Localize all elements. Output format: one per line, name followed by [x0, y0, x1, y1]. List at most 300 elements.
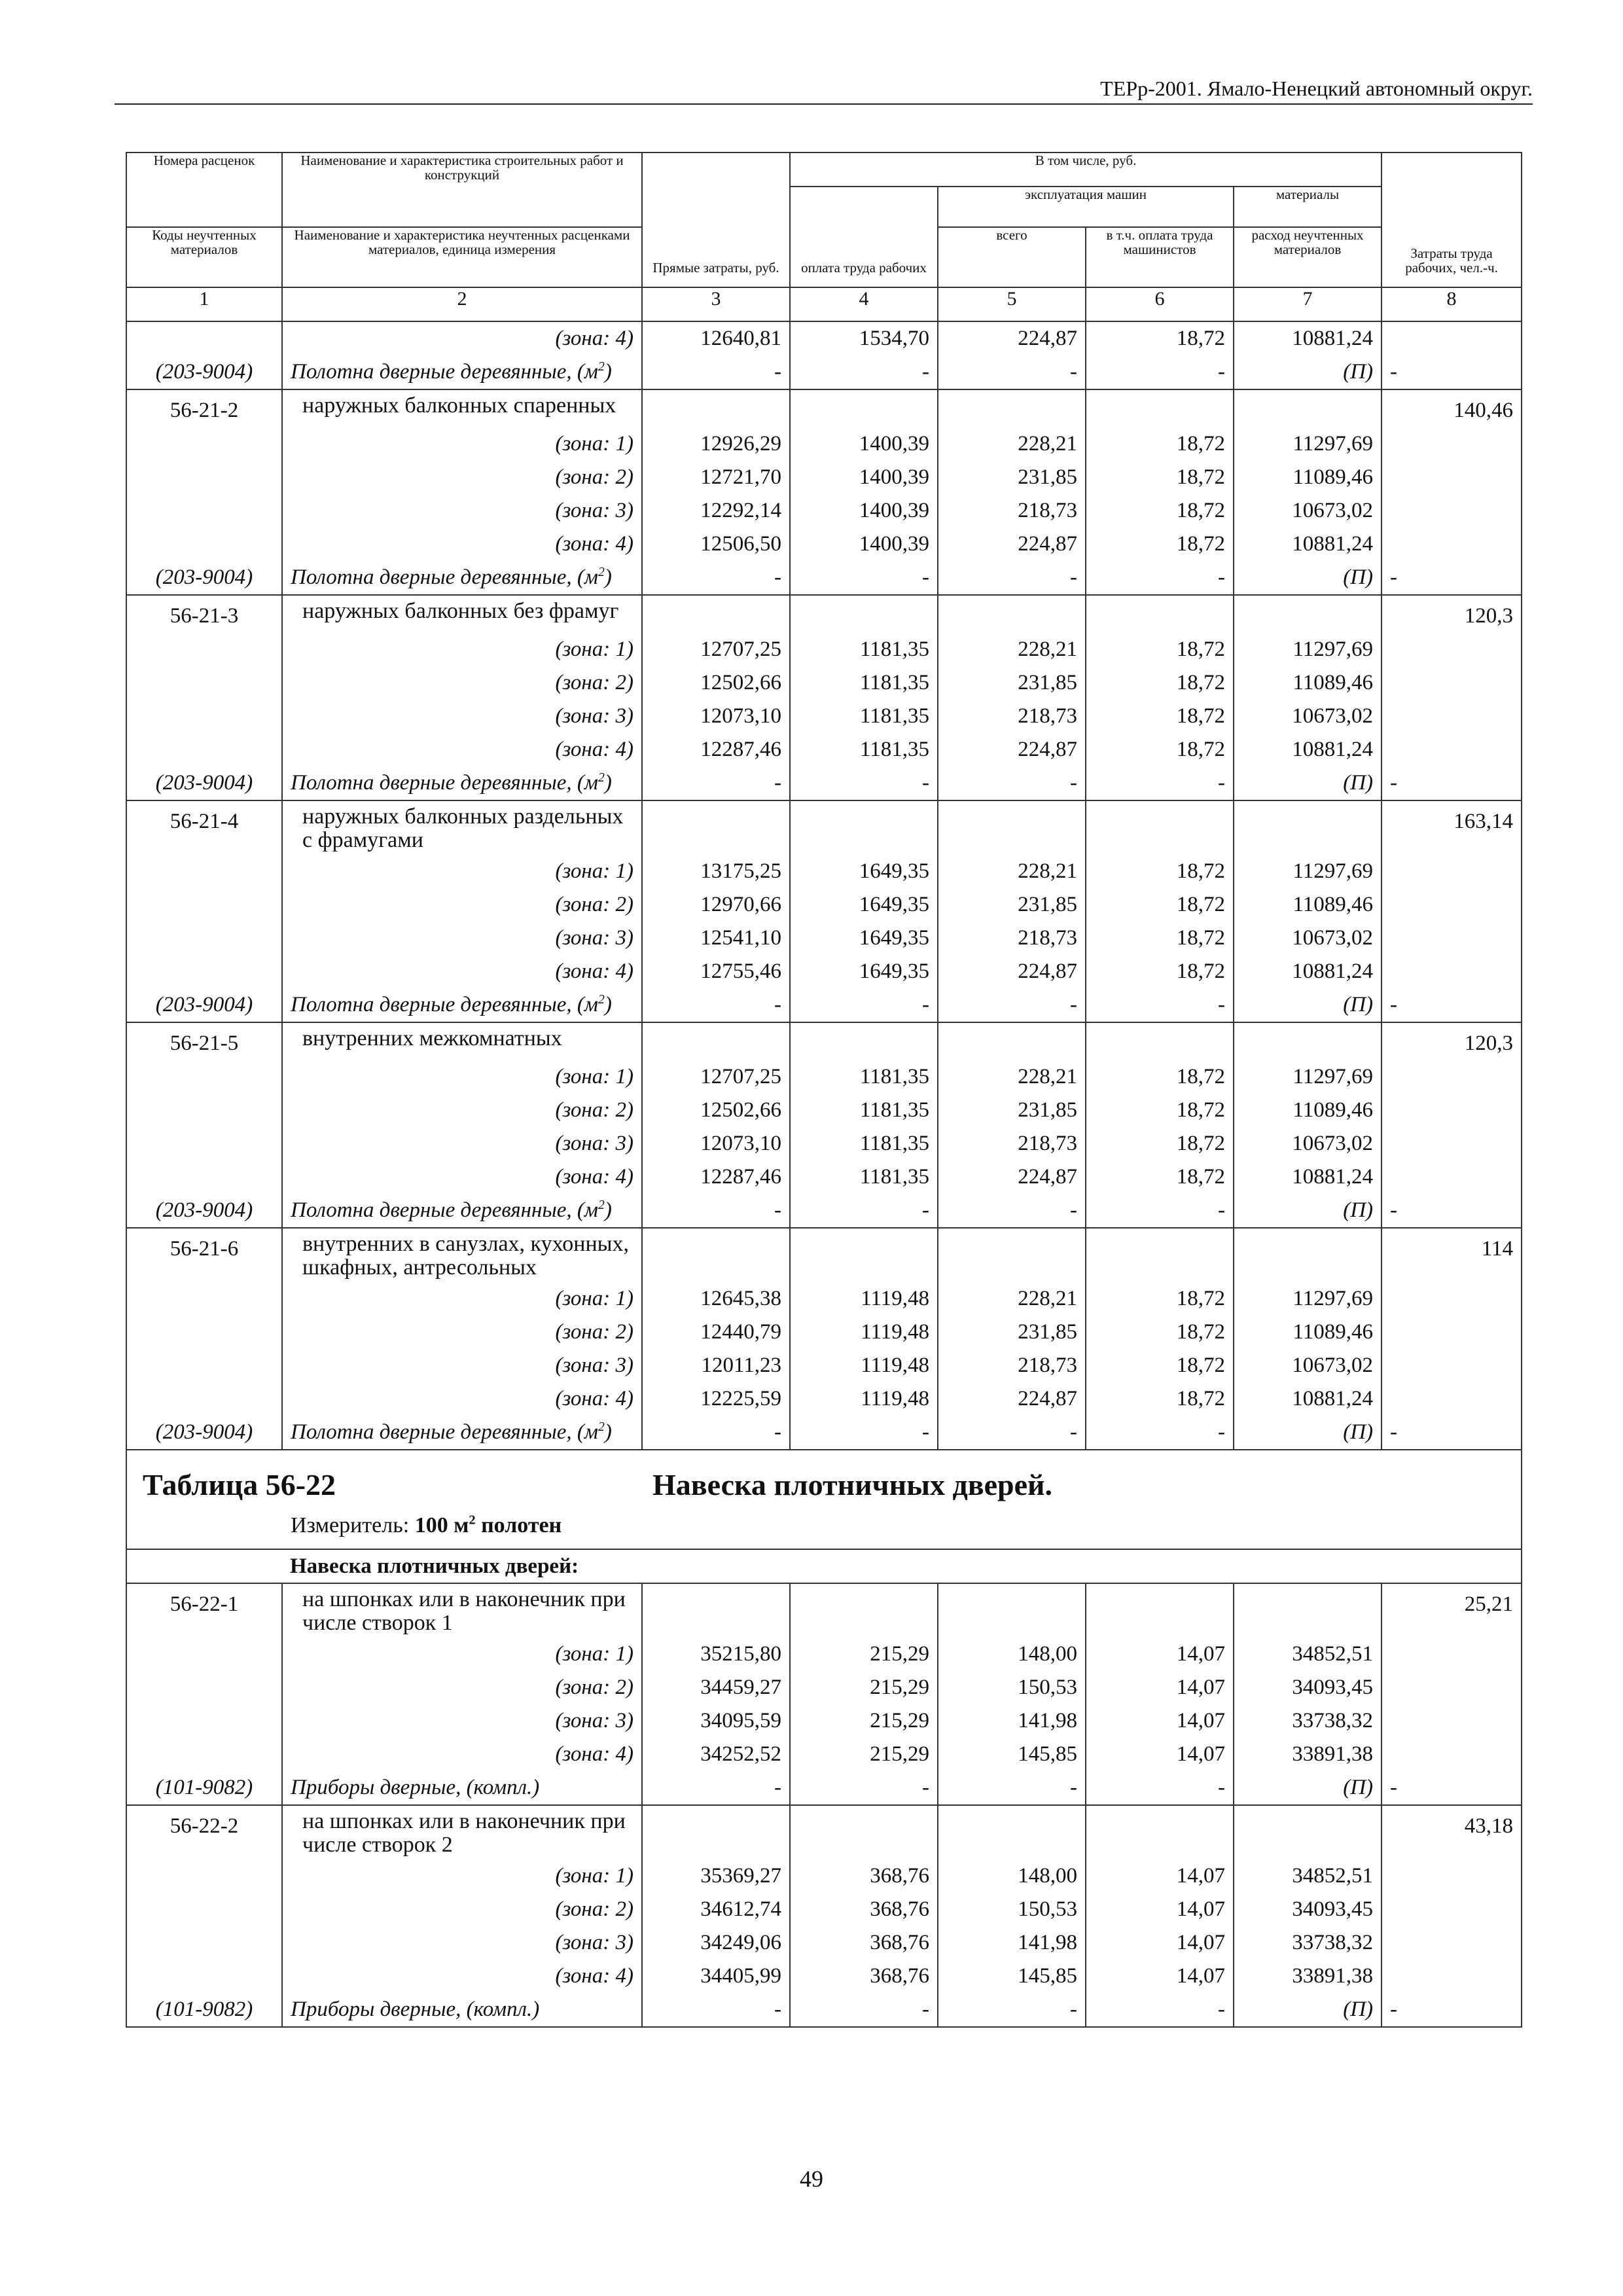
materials: 11297,69 — [1234, 427, 1382, 461]
wages: 1649,35 — [790, 922, 938, 955]
machines-total: 148,00 — [938, 1859, 1086, 1893]
zone-label: (зона: 1) — [282, 427, 642, 461]
col-material-codes-header: Коды неучтенных материалов — [126, 227, 282, 287]
machines-total: 218,73 — [938, 1127, 1086, 1160]
material-row — [126, 1771, 1522, 1805]
wages: 215,29 — [790, 1638, 938, 1671]
direct-costs: 12287,46 — [642, 733, 790, 766]
materials: 34093,45 — [1234, 1671, 1382, 1704]
machinists-wages: 18,72 — [1086, 700, 1234, 733]
materials: 11297,69 — [1234, 1282, 1382, 1316]
rate-name: наружных балконных раздельных с фрамугами — [282, 800, 642, 855]
dash: - — [938, 561, 1086, 595]
dash: - — [1382, 988, 1522, 1022]
material-row — [126, 1194, 1522, 1228]
material-code: (203-9004) — [126, 561, 282, 595]
material-unit: (П) — [1234, 355, 1382, 389]
machines-total: 218,73 — [938, 700, 1086, 733]
machinists-wages: 18,72 — [1086, 1382, 1234, 1416]
materials: 10881,24 — [1234, 528, 1382, 561]
zone-row — [126, 1638, 1522, 1671]
machinists-wages: 18,72 — [1086, 888, 1234, 922]
zone-row — [126, 1127, 1522, 1160]
materials: 10673,02 — [1234, 494, 1382, 528]
direct-costs: 12502,66 — [642, 1094, 790, 1127]
dash: - — [1086, 1416, 1234, 1450]
rate-name: внутренних межкомнатных — [282, 1022, 642, 1060]
dash: - — [1382, 561, 1522, 595]
zone-row — [126, 528, 1522, 561]
direct-costs: 12926,29 — [642, 427, 790, 461]
zone-label: (зона: 4) — [282, 1160, 642, 1194]
wages: 1400,39 — [790, 461, 938, 494]
materials: 10881,24 — [1234, 955, 1382, 988]
zone-row — [126, 855, 1522, 888]
material-unit: (П) — [1234, 1771, 1382, 1805]
col-machinists-wages-header: в т.ч. оплата труда машинистов — [1086, 227, 1234, 287]
zone-row — [126, 1893, 1522, 1926]
material-row — [126, 766, 1522, 800]
materials: 10881,24 — [1234, 733, 1382, 766]
direct-costs: 12502,66 — [642, 666, 790, 700]
direct-costs: 34612,74 — [642, 1893, 790, 1926]
zone-row — [126, 1060, 1522, 1094]
wages: 1649,35 — [790, 955, 938, 988]
zone-label: (зона: 4) — [282, 1382, 642, 1416]
machinists-wages: 18,72 — [1086, 1060, 1234, 1094]
materials: 11089,46 — [1234, 1316, 1382, 1349]
machinists-wages: 18,72 — [1086, 922, 1234, 955]
dash: - — [1086, 1194, 1234, 1228]
dash: - — [938, 1194, 1086, 1228]
dash: - — [1086, 1771, 1234, 1805]
machines-total: 224,87 — [938, 321, 1086, 355]
material-name: Полотна дверные деревянные, $(м^2)$ — [282, 766, 642, 800]
dash: - — [790, 766, 938, 800]
wages: 1181,35 — [790, 1127, 938, 1160]
direct-costs: 12225,59 — [642, 1382, 790, 1416]
dash: - — [642, 766, 790, 800]
wages: 368,76 — [790, 1859, 938, 1893]
machinists-wages: 18,72 — [1086, 427, 1234, 461]
machines-total: 224,87 — [938, 1160, 1086, 1194]
labor-costs: 25,21 — [1382, 1583, 1522, 1638]
dash: - — [790, 1993, 938, 2027]
zone-row — [126, 1671, 1522, 1704]
machinists-wages: 18,72 — [1086, 955, 1234, 988]
rate-code: 56-21-5 — [126, 1022, 282, 1060]
machinists-wages: 18,72 — [1086, 733, 1234, 766]
rate-header-row — [126, 389, 1522, 427]
dash: - — [1086, 561, 1234, 595]
direct-costs: 12707,25 — [642, 633, 790, 666]
direct-costs: 12011,23 — [642, 1349, 790, 1382]
col-number: 6 — [1086, 287, 1234, 321]
direct-costs: 12645,38 — [642, 1282, 790, 1316]
dash: - — [1382, 1771, 1522, 1805]
rate-header-row — [126, 1805, 1522, 1859]
machinists-wages: 18,72 — [1086, 1094, 1234, 1127]
wages: 1181,35 — [790, 700, 938, 733]
wages: 1181,35 — [790, 1160, 938, 1194]
rates-table-wrapper — [126, 152, 1521, 2028]
zone-row — [126, 1160, 1522, 1194]
dash: - — [938, 355, 1086, 389]
machinists-wages: 18,72 — [1086, 1349, 1234, 1382]
table-title: Навеска плотничных дверей. — [652, 1468, 1053, 1501]
machinists-wages: 18,72 — [1086, 1160, 1234, 1194]
wages: 1400,39 — [790, 494, 938, 528]
dash: - — [1382, 1993, 1522, 2027]
zone-row — [126, 1859, 1522, 1893]
zone-row — [126, 666, 1522, 700]
machinists-wages: 14,07 — [1086, 1738, 1234, 1771]
direct-costs: 13175,25 — [642, 855, 790, 888]
machinists-wages: 18,72 — [1086, 1282, 1234, 1316]
material-code: (203-9004) — [126, 766, 282, 800]
materials: 11089,46 — [1234, 1094, 1382, 1127]
wages: 1649,35 — [790, 888, 938, 922]
machines-total: 228,21 — [938, 427, 1086, 461]
col-including-header: В том числе, руб. — [790, 152, 1382, 187]
zone-label: (зона: 3) — [282, 1704, 642, 1738]
wages: 368,76 — [790, 1893, 938, 1926]
direct-costs: 34252,52 — [642, 1738, 790, 1771]
labor-costs: 120,3 — [1382, 595, 1522, 633]
carry-over-group — [126, 321, 1522, 389]
zone-label: (зона: 3) — [282, 922, 642, 955]
zone-row — [126, 1960, 1522, 1993]
machinists-wages: 18,72 — [1086, 666, 1234, 700]
machinists-wages: 14,07 — [1086, 1893, 1234, 1926]
wages: 1119,48 — [790, 1282, 938, 1316]
wages: 1181,35 — [790, 1094, 938, 1127]
machinists-wages: 14,07 — [1086, 1704, 1234, 1738]
material-row — [126, 988, 1522, 1022]
dash: - — [642, 988, 790, 1022]
dash: - — [938, 988, 1086, 1022]
dash: - — [938, 1771, 1086, 1805]
material-code: (203-9004) — [126, 1194, 282, 1228]
zone-label: (зона: 4) — [282, 733, 642, 766]
dash: - — [1382, 1194, 1522, 1228]
materials: 11089,46 — [1234, 461, 1382, 494]
material-unit: (П) — [1234, 1194, 1382, 1228]
machinists-wages: 18,72 — [1086, 855, 1234, 888]
zone-label: (зона: 2) — [282, 666, 642, 700]
machines-total: 224,87 — [938, 1382, 1086, 1416]
rate-name: на шпонках или в наконечник при числе створок 2 — [282, 1805, 642, 1859]
direct-costs: 12707,25 — [642, 1060, 790, 1094]
material-code: (101-9082) — [126, 1993, 282, 2027]
direct-costs: 12755,46 — [642, 955, 790, 988]
zone-label: (зона: 1) — [282, 1282, 642, 1316]
direct-costs: 12073,10 — [642, 1127, 790, 1160]
machines-total: 231,85 — [938, 461, 1086, 494]
materials: 10673,02 — [1234, 1127, 1382, 1160]
materials: 34093,45 — [1234, 1893, 1382, 1926]
direct-costs: 12970,66 — [642, 888, 790, 922]
wages: 1649,35 — [790, 855, 938, 888]
dash: - — [1086, 1993, 1234, 2027]
material-row — [126, 355, 1522, 389]
machines-total: 228,21 — [938, 1282, 1086, 1316]
direct-costs: 12440,79 — [642, 1316, 790, 1349]
machines-total: 218,73 — [938, 922, 1086, 955]
direct-costs: 12640,81 — [642, 321, 790, 355]
rates-table — [126, 152, 1522, 2028]
dash: - — [642, 1194, 790, 1228]
materials: 10881,24 — [1234, 1160, 1382, 1194]
zone-label: (зона: 4) — [282, 1960, 642, 1993]
zone-row — [126, 922, 1522, 955]
zone-label: (зона: 4) — [282, 1738, 642, 1771]
materials: 10673,02 — [1234, 700, 1382, 733]
materials: 34852,51 — [1234, 1638, 1382, 1671]
machinists-wages: 18,72 — [1086, 494, 1234, 528]
column-numbers-row — [126, 287, 1522, 321]
dash: - — [790, 1416, 938, 1450]
machines-total: 145,85 — [938, 1960, 1086, 1993]
zone-row — [126, 1926, 1522, 1960]
running-header: ТЕРр-2001. Ямало-Ненецкий автономный округ. — [115, 73, 1533, 105]
dash: - — [1382, 766, 1522, 800]
materials: 34852,51 — [1234, 1859, 1382, 1893]
direct-costs: 12721,70 — [642, 461, 790, 494]
materials: 33891,38 — [1234, 1960, 1382, 1993]
zone-row — [126, 1738, 1522, 1771]
zone-label: (зона: 1) — [282, 1859, 642, 1893]
rate-code: 56-21-2 — [126, 389, 282, 427]
materials: 11089,46 — [1234, 888, 1382, 922]
materials: 10673,02 — [1234, 1349, 1382, 1382]
rate-header-row — [126, 595, 1522, 633]
wages: 215,29 — [790, 1671, 938, 1704]
zone-label: (зона: 1) — [282, 1060, 642, 1094]
col-number: 4 — [790, 287, 938, 321]
material-name: Полотна дверные деревянные, $(м^2)$ — [282, 1194, 642, 1228]
zone-row — [126, 955, 1522, 988]
material-unit: (П) — [1234, 766, 1382, 800]
zone-label: (зона: 1) — [282, 633, 642, 666]
col-rate-number-header: Номера расценок — [126, 152, 282, 227]
material-code: (203-9004) — [126, 1416, 282, 1450]
rate-header-row — [126, 1228, 1522, 1282]
col-number: 7 — [1234, 287, 1382, 321]
dash: - — [642, 355, 790, 389]
zone-row — [126, 1094, 1522, 1127]
table-56-21-groups — [126, 389, 1522, 1450]
rate-name: наружных балконных спаренных — [282, 389, 642, 427]
zone-row — [126, 461, 1522, 494]
dash: - — [790, 988, 938, 1022]
wages: 368,76 — [790, 1926, 938, 1960]
wages: 368,76 — [790, 1960, 938, 1993]
machinists-wages: 18,72 — [1086, 321, 1234, 355]
rate-header-row — [126, 1022, 1522, 1060]
labor-costs: 120,3 — [1382, 1022, 1522, 1060]
page-number: 49 — [800, 2166, 823, 2192]
wages: 1119,48 — [790, 1382, 938, 1416]
rate-code: 56-21-4 — [126, 800, 282, 855]
machinists-wages: 14,07 — [1086, 1671, 1234, 1704]
rate-header-row — [126, 800, 1522, 855]
material-code: (203-9004) — [126, 988, 282, 1022]
machines-total: 150,53 — [938, 1671, 1086, 1704]
direct-costs: 34459,27 — [642, 1671, 790, 1704]
machines-total: 231,85 — [938, 888, 1086, 922]
col-machines-total-header: всего — [938, 227, 1086, 287]
direct-costs: 12073,10 — [642, 700, 790, 733]
zone-row — [126, 1382, 1522, 1416]
zone-row — [126, 427, 1522, 461]
wages: 1119,48 — [790, 1316, 938, 1349]
materials: 33738,32 — [1234, 1704, 1382, 1738]
rate-name: наружных балконных без фрамуг — [282, 595, 642, 633]
machines-total: 224,87 — [938, 528, 1086, 561]
dash: - — [642, 1993, 790, 2027]
direct-costs: 12287,46 — [642, 1160, 790, 1194]
col-material-name-header: Наименование и характеристика неучтенных расценками материалов, единица измерения — [282, 227, 642, 287]
direct-costs: 34095,59 — [642, 1704, 790, 1738]
table-label: Таблица 56-22 — [143, 1468, 336, 1501]
zone-label: (зона: 2) — [282, 461, 642, 494]
direct-costs: 35369,27 — [642, 1859, 790, 1893]
col-number: 5 — [938, 287, 1086, 321]
machinists-wages: 14,07 — [1086, 1960, 1234, 1993]
dash: - — [790, 355, 938, 389]
machinists-wages: 18,72 — [1086, 1127, 1234, 1160]
table-56-22-title — [126, 1450, 1522, 1583]
materials: 10881,24 — [1234, 321, 1382, 355]
material-unit: (П) — [1234, 1993, 1382, 2027]
col-number: 2 — [282, 287, 642, 321]
col-machines-header: эксплуатация машин — [938, 187, 1234, 227]
dash: - — [938, 1416, 1086, 1450]
dash: - — [790, 1771, 938, 1805]
wages: 1181,35 — [790, 666, 938, 700]
machines-total: 228,21 — [938, 855, 1086, 888]
machinists-wages: 18,72 — [1086, 1316, 1234, 1349]
col-material-consumption-header: расход неучтенных материалов — [1234, 227, 1382, 287]
machines-total: 141,98 — [938, 1926, 1086, 1960]
zone-row — [126, 700, 1522, 733]
labor-costs: 140,46 — [1382, 389, 1522, 427]
zone-row — [126, 888, 1522, 922]
wages: 215,29 — [790, 1738, 938, 1771]
col-wages-header: оплата труда рабочих — [790, 187, 938, 287]
col-number: 3 — [642, 287, 790, 321]
dash: - — [642, 1771, 790, 1805]
measure-unit: Измеритель: 100 $м^2$ полотен — [291, 1513, 562, 1537]
wages: 1181,35 — [790, 1060, 938, 1094]
rate-code: 56-21-3 — [126, 595, 282, 633]
zone-row — [126, 633, 1522, 666]
machines-total: 231,85 — [938, 1094, 1086, 1127]
zone-label: (зона: 3) — [282, 1127, 642, 1160]
zone-label: (зона: 2) — [282, 888, 642, 922]
material-name: Полотна дверные деревянные, $(м^2)$ — [282, 988, 642, 1022]
machines-total: 231,85 — [938, 666, 1086, 700]
wages: 215,29 — [790, 1704, 938, 1738]
dash: - — [790, 1194, 938, 1228]
col-number: 8 — [1382, 287, 1522, 321]
machines-total: 141,98 — [938, 1704, 1086, 1738]
wages: 1400,39 — [790, 427, 938, 461]
machines-total: 148,00 — [938, 1638, 1086, 1671]
material-code: (203-9004) — [126, 355, 282, 389]
machines-total: 228,21 — [938, 1060, 1086, 1094]
materials: 11297,69 — [1234, 855, 1382, 888]
rate-code: 56-21-6 — [126, 1228, 282, 1282]
material-name: Приборы дверные, (компл.) — [282, 1993, 642, 2027]
section-subtitle: Навеска плотничных дверей: — [282, 1549, 1522, 1583]
material-name: Полотна дверные деревянные, $(м^2)$ — [282, 1416, 642, 1450]
zone-label: (зона: 2) — [282, 1671, 642, 1704]
dash: - — [1086, 355, 1234, 389]
material-row — [126, 1416, 1522, 1450]
rate-code: 56-22-1 — [126, 1583, 282, 1638]
zone-row — [126, 494, 1522, 528]
zone-row — [126, 1282, 1522, 1316]
machinists-wages: 14,07 — [1086, 1638, 1234, 1671]
material-row — [126, 561, 1522, 595]
dash: - — [1086, 988, 1234, 1022]
zone-label: (зона: 4) — [282, 321, 642, 355]
materials: 11297,69 — [1234, 633, 1382, 666]
direct-costs: 12541,10 — [642, 922, 790, 955]
direct-costs: 35215,80 — [642, 1638, 790, 1671]
col-work-name-header: Наименование и характеристика строительных работ и конструкций — [282, 152, 642, 227]
table-56-22-groups — [126, 1583, 1522, 2027]
col-materials-header: материалы — [1234, 187, 1382, 227]
zone-label: (зона: 2) — [282, 1094, 642, 1127]
materials: 33891,38 — [1234, 1738, 1382, 1771]
rate-code: 56-22-2 — [126, 1805, 282, 1859]
zone-label: (зона: 2) — [282, 1316, 642, 1349]
zone-label: (зона: 4) — [282, 528, 642, 561]
dash: - — [642, 1416, 790, 1450]
materials: 10881,24 — [1234, 1382, 1382, 1416]
wages: 1119,48 — [790, 1349, 938, 1382]
zone-label: (зона: 3) — [282, 494, 642, 528]
materials: 33738,32 — [1234, 1926, 1382, 1960]
material-unit: (П) — [1234, 988, 1382, 1022]
direct-costs: 12292,14 — [642, 494, 790, 528]
machines-total: 224,87 — [938, 955, 1086, 988]
dash: - — [1382, 1416, 1522, 1450]
rate-name: внутренних в санузлах, кухонных, шкафных, антресольных — [282, 1228, 642, 1282]
zone-row — [126, 733, 1522, 766]
zone-row — [126, 1316, 1522, 1349]
section-subtitle-row — [126, 1549, 1522, 1583]
machinists-wages: 18,72 — [1086, 461, 1234, 494]
column-headers — [126, 152, 1522, 321]
material-name: Приборы дверные, (компл.) — [282, 1771, 642, 1805]
dash: - — [938, 766, 1086, 800]
dash: - — [938, 1993, 1086, 2027]
rate-name: на шпонках или в наконечник при числе створок 1 — [282, 1583, 642, 1638]
zone-row — [126, 1349, 1522, 1382]
dash: - — [642, 561, 790, 595]
wages: 1181,35 — [790, 633, 938, 666]
zone-label: (зона: 2) — [282, 1893, 642, 1926]
material-unit: (П) — [1234, 1416, 1382, 1450]
dash: - — [1382, 355, 1522, 389]
machines-total: 218,73 — [938, 1349, 1086, 1382]
material-name: Полотна дверные деревянные, $(м^2)$ — [282, 561, 642, 595]
materials: 10673,02 — [1234, 922, 1382, 955]
